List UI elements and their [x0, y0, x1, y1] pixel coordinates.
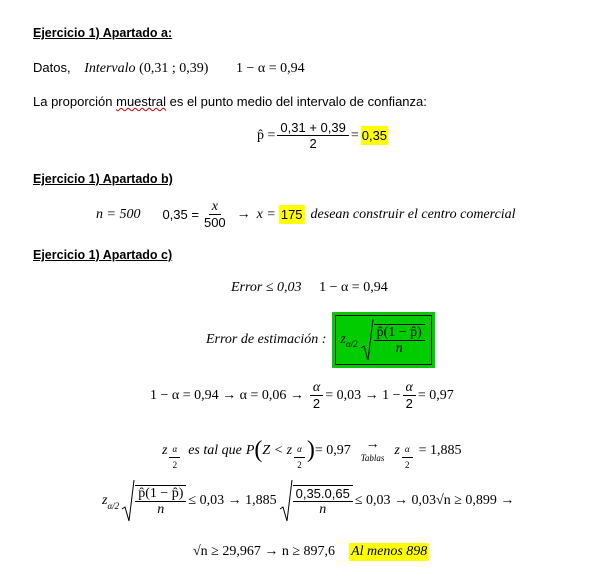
- intervalo-values: (0,31 ; 0,39): [139, 61, 209, 76]
- c-formula-den: n: [395, 341, 403, 356]
- c-formula-box: [332, 312, 434, 368]
- sqrt-icon: [279, 479, 293, 523]
- c-alpha-num1: α: [310, 380, 323, 396]
- c-z-subden-2: 2: [404, 460, 410, 470]
- c-z-symbol: z: [162, 442, 168, 458]
- c-alpha-part2: = 0,03 → 1 −: [325, 387, 401, 403]
- sqrt-icon: [121, 479, 135, 523]
- heading-apartado-a: Ejercicio 1) Apartado a:: [33, 26, 173, 40]
- b-arrow: →: [236, 206, 251, 222]
- b-n: n = 500: [96, 206, 141, 222]
- c-z-prob: P: [245, 442, 255, 458]
- phat-result: 0,35: [361, 128, 388, 143]
- c-z-tablas: Tablas: [360, 452, 385, 463]
- proporcion-before: La proporción: [33, 94, 117, 109]
- c-z-subden: 2: [172, 460, 178, 470]
- phat-denominator: 2: [309, 136, 317, 151]
- confidence-level: 1 − α = 0,94: [236, 61, 305, 76]
- c-ineq-part1: ≤ 0,03 → 1,885: [188, 493, 277, 508]
- heading-apartado-b: Ejercicio 1) Apartado b): [33, 172, 173, 186]
- c-formula-num: p̂(1 − p̂): [374, 325, 425, 341]
- c-ineq-den2: n: [319, 502, 327, 517]
- b-numerator: x: [209, 199, 221, 215]
- c-z-inner: Z < z: [262, 442, 293, 458]
- c-formula-label: Error de estimación :: [206, 332, 327, 347]
- c-ineq-num2: 0,35.0,65: [293, 486, 353, 502]
- c-ineq-z: z: [102, 493, 108, 508]
- proporcion-line: [33, 94, 427, 109]
- c-z-line: z $\frac{\alpha}{2}$ es tal que P ( Z < z $\frac{\alpha}{2}$ ) = 0,97 → Tablas z $\frac{\alpha}{2}$ = 1,885: [162, 428, 462, 473]
- c-formula-z: z: [340, 332, 346, 347]
- c-final-text: √n ≥ 29,967 → n ≥ 897,6: [193, 544, 336, 559]
- b-text: desean construir el centro comercial: [310, 206, 516, 222]
- c-z-subnum-2: α: [402, 442, 413, 458]
- c-ineq-den1: n: [157, 502, 165, 517]
- c-z-arrow: →: [365, 436, 380, 452]
- c-error-line: [231, 280, 388, 296]
- phat-equation: [257, 120, 388, 151]
- c-error-conf: 1 − α = 0,94: [319, 280, 388, 295]
- b-result: 175: [280, 207, 303, 222]
- c-error-lhs: Error ≤ 0,03: [231, 280, 302, 295]
- c-final-answer: Al menos 898: [351, 544, 428, 559]
- b-x-eq: x =: [256, 206, 276, 222]
- c-ineq-sub: α/2: [107, 501, 120, 511]
- c-formula-line: [206, 312, 435, 368]
- c-ineq-num1: p̂(1 − p̂): [135, 486, 186, 502]
- c-ineq-line: [102, 479, 514, 523]
- c-formula-sub: α/2: [345, 339, 358, 349]
- c-alpha-line: [150, 380, 454, 411]
- c-z-subnum: α: [169, 442, 180, 458]
- b-lhs: 0,35 =: [162, 207, 199, 222]
- c-z-inner-subnum: α: [294, 442, 305, 458]
- c-alpha-den2: 2: [405, 396, 413, 411]
- c-z-eq: = 0,97: [314, 442, 351, 458]
- c-ineq-part2: ≤ 0,03 → 0,03√n ≥ 0,899 →: [354, 493, 515, 508]
- c-z-text: es tal que: [188, 442, 242, 458]
- c-z-result: = 1,885: [418, 442, 462, 458]
- heading-apartado-c: Ejercicio 1) Apartado c): [33, 248, 173, 262]
- phat-equals: =: [350, 127, 359, 143]
- c-z-inner-subden: 2: [297, 460, 302, 470]
- c-alpha-part3: = 0,97: [417, 387, 454, 403]
- b-denominator: 500: [203, 215, 226, 230]
- phat-lhs: p̂ =: [257, 127, 276, 143]
- phat-numerator: 0,31 + 0,39: [277, 120, 348, 136]
- b-equation: [96, 199, 516, 230]
- proporcion-word: muestral: [116, 94, 166, 109]
- intervalo-word: Intervalo: [84, 61, 136, 76]
- c-z-symbol-2: z: [394, 442, 400, 458]
- c-alpha-part1: 1 − α = 0,94 → α = 0,06 →: [150, 387, 304, 403]
- sqrt-icon: [360, 318, 374, 362]
- datos-line: [33, 60, 305, 77]
- c-alpha-den1: 2: [312, 396, 321, 411]
- c-final-line: [193, 543, 429, 561]
- datos-label: Datos,: [33, 60, 71, 75]
- proporcion-after: es el punto medio del intervalo de confianza:: [165, 94, 427, 109]
- c-alpha-num2: α: [403, 380, 416, 396]
